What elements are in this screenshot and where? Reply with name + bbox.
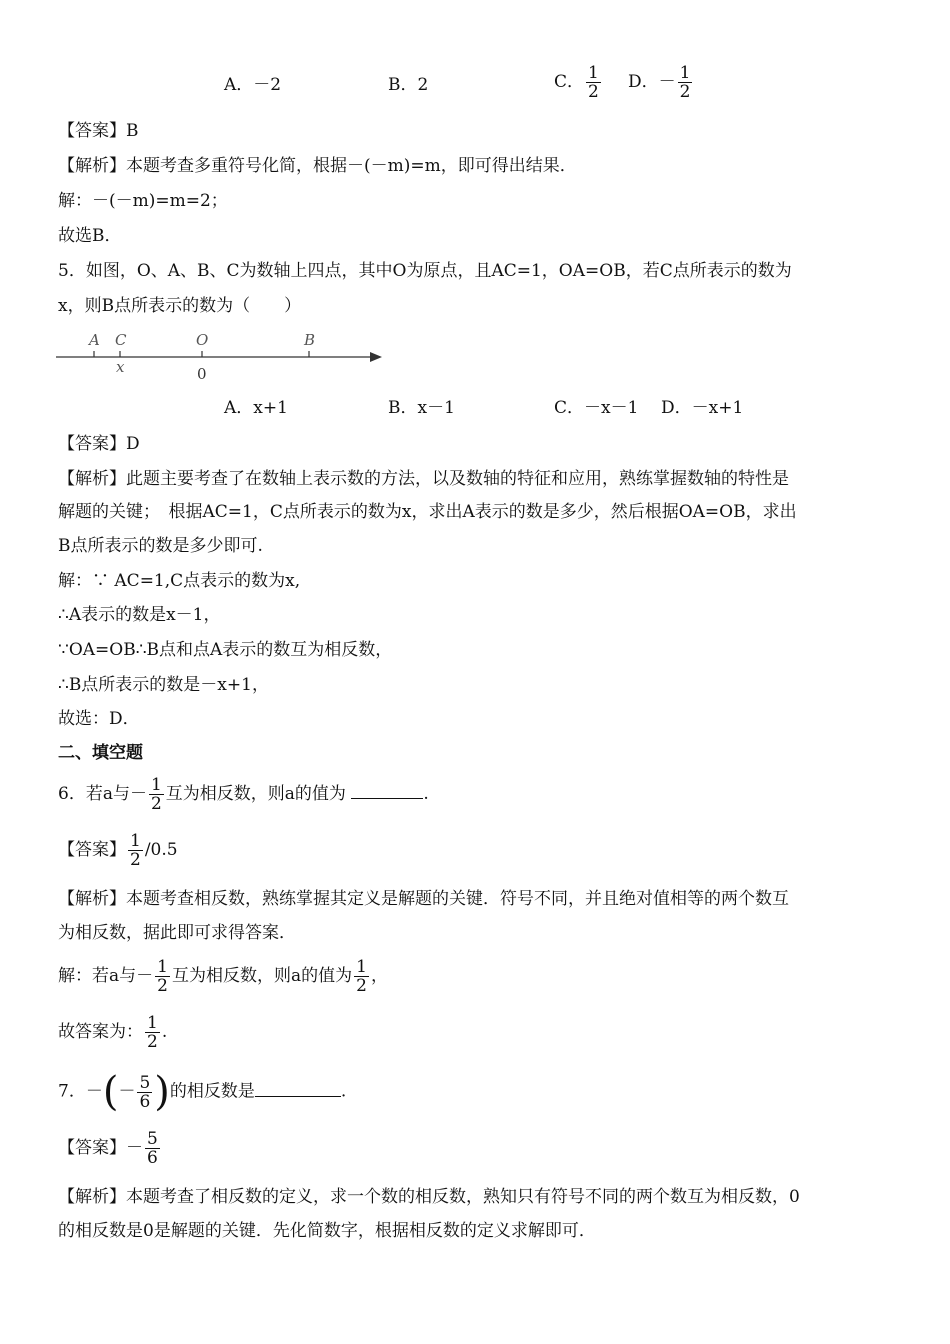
q6-analysis-line1: 【解析】本题考查相反数，熟练掌握其定义是解题的关键．符号不同，并且绝对值相等的两个数互 — [58, 889, 789, 909]
q4-option-a: A．－2 — [224, 75, 282, 95]
q5-answer: 【答案】D — [58, 434, 140, 454]
q5-option-b: B．x－1 — [388, 398, 455, 418]
label-c: C — [115, 331, 127, 349]
label-x: x — [116, 358, 125, 376]
q5-solution-line2: ∴A表示的数是x－1， — [58, 605, 221, 625]
q7-stem: 7．－(－ $\frac{5}{6}$ )的相反数是 . — [58, 1069, 347, 1115]
q5-stem-line2: x，则B点所表示的数为（ ） — [58, 296, 302, 316]
axis-arrow-icon — [370, 352, 382, 362]
q7-blank — [255, 1080, 341, 1097]
label-a: A — [89, 331, 100, 349]
q4-option-d: D．－ $\frac{1}{2}$ — [628, 63, 691, 102]
q4-option-b: B．2 — [388, 75, 429, 95]
q5-solution-line1: 解：∵ AC=1,C点表示的数为x, — [58, 571, 301, 591]
q4-analysis: 【解析】本题考查多重符号化简，根据－(－m)=m，即可得出结果． — [58, 156, 577, 176]
q4-option-c: C． $\frac{1}{2}$ — [554, 63, 599, 102]
q4-conclusion: 故选B． — [58, 226, 122, 246]
q5-option-c: C．－x－1 — [554, 398, 639, 418]
q6-blank — [351, 782, 423, 799]
label-zero: 0 — [197, 365, 207, 383]
q6-conclusion: 故答案为： $\frac{1}{2}$ . — [58, 1013, 168, 1052]
number-line-figure — [56, 326, 386, 386]
q6-analysis-line2: 为相反数，据此即可求得答案． — [58, 923, 296, 943]
label-b: B — [304, 331, 316, 349]
label-o: O — [196, 331, 209, 349]
q5-analysis-line1: 【解析】此题主要考查了在数轴上表示数的方法，以及数轴的特征和应用，熟练掌握数轴的特性是 — [58, 469, 789, 489]
q6-solution: 解：若a与－ $\frac{1}{2}$ 互为相反数，则a的值为 $\frac{1}{2}$ ， — [58, 957, 388, 996]
q5-conclusion: 故选：D． — [58, 709, 140, 729]
section-title-fill-in: 二、填空题 — [58, 743, 143, 763]
q5-option-a: A．x+1 — [224, 398, 288, 418]
q5-solution-line4: ∴B点所表示的数是－x+1， — [58, 675, 269, 695]
q6-stem: 6．若a与－ $\frac{1}{2}$ 互为相反数，则a的值为 . — [58, 775, 429, 814]
q4-answer: 【答案】B — [58, 121, 139, 141]
q5-analysis-line3: B点所表示的数是多少即可. — [58, 536, 263, 556]
q5-option-d: D．－x+1 — [661, 398, 744, 418]
q7-answer: 【答案】－ $\frac{5}{6}$ — [58, 1129, 158, 1168]
q5-solution-line3: ∵OA=OB∴B点和点A表示的数互为相反数， — [58, 640, 393, 660]
q5-stem-line1: 5．如图，O、A、B、C为数轴上四点，其中O为原点，且AC=1，OA=OB，若C点所表示的数为 — [58, 261, 792, 281]
q7-analysis-line2: 的相反数是0是解题的关键．先化简数字，根据相反数的定义求解即可． — [58, 1221, 596, 1241]
q5-analysis-line2: 解题的关键； 根据AC=1，C点所表示的数为x，求出A表示的数是多少，然后根据OA=OB，求出 — [58, 502, 797, 522]
q4-solution: 解：－(－m)=m=2； — [58, 191, 228, 211]
q6-answer: 【答案】 $\frac{1}{2}$ /0.5 — [58, 831, 178, 870]
q7-analysis-line1: 【解析】本题考查了相反数的定义，求一个数的相反数，熟知只有符号不同的两个数互为相反数，0 — [58, 1187, 800, 1207]
